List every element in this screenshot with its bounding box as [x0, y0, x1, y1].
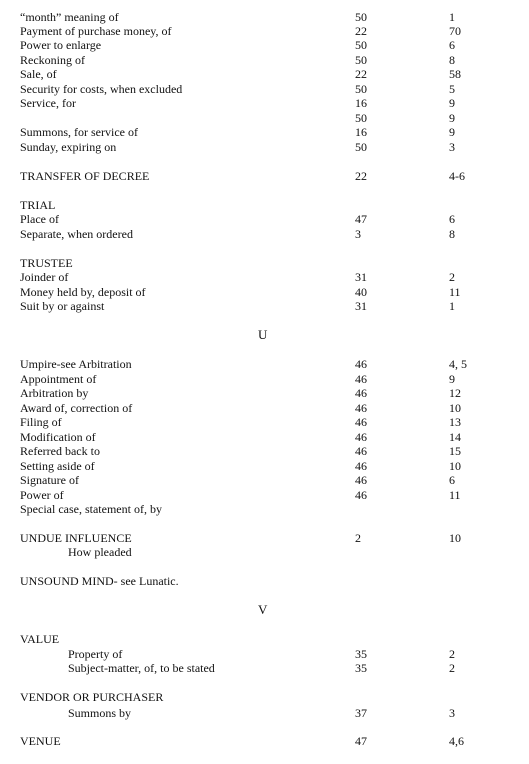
index-entry — [0, 372, 529, 386]
entry-term: Power of — [20, 488, 64, 502]
entry-para: 58 — [449, 67, 461, 81]
entry-term: Signature of — [20, 473, 79, 487]
index-entry — [0, 67, 529, 81]
entry-page: 46 — [355, 372, 367, 386]
index-entry — [0, 299, 529, 313]
entry-page: 50 — [355, 53, 367, 67]
entry-para: 6 — [449, 212, 455, 226]
entry-para: 4, 5 — [449, 357, 467, 371]
entry-para: 10 — [449, 459, 461, 473]
entry-page: 50 — [355, 111, 367, 125]
index-entry — [0, 227, 529, 241]
entry-para: 2 — [449, 270, 455, 284]
index-heading-entry — [0, 531, 529, 545]
index-heading — [0, 256, 529, 270]
entry-para: 5 — [449, 82, 455, 96]
entry-term: Modification of — [20, 430, 96, 444]
index-entry — [0, 111, 529, 125]
index-entry — [0, 706, 529, 720]
entry-term: Suit by or against — [20, 299, 105, 313]
entry-term: Summons by — [68, 706, 132, 720]
entry-term: How pleaded — [68, 545, 132, 559]
entry-page: 22 — [355, 169, 367, 183]
entry-term: Service, for — [20, 96, 76, 110]
entry-page: 46 — [355, 488, 367, 502]
index-entry — [0, 212, 529, 226]
entry-para: 3 — [449, 706, 455, 720]
entry-term: Place of — [20, 212, 59, 226]
index-heading-entry — [0, 734, 529, 748]
entry-term: Sunday, expiring on — [20, 140, 117, 154]
index-entry — [0, 10, 529, 24]
index-entry — [0, 430, 529, 444]
entry-para: 11 — [449, 285, 461, 299]
index-entry — [0, 270, 529, 284]
entry-term: Money held by, deposit of — [20, 285, 146, 299]
entry-page: 22 — [355, 67, 367, 81]
index-entry — [0, 125, 529, 139]
index-entry — [0, 415, 529, 429]
entry-para: 12 — [449, 386, 461, 400]
entry-term: Appointment of — [20, 372, 97, 386]
entry-para: 70 — [449, 24, 461, 38]
entry-para: 1 — [449, 10, 455, 24]
entry-page: 35 — [355, 661, 367, 675]
entry-page: 31 — [355, 299, 367, 313]
entry-page: 46 — [355, 430, 367, 444]
entry-page: 16 — [355, 125, 367, 139]
entry-page: 2 — [355, 531, 361, 545]
entry-para: 3 — [449, 140, 455, 154]
entry-term: Sale, of — [20, 67, 57, 81]
entry-page: 50 — [355, 140, 367, 154]
entry-page: 47 — [355, 212, 367, 226]
entry-para: 4-6 — [449, 169, 465, 183]
index-entry — [0, 647, 529, 661]
entry-term: TRANSFER OF DECREE — [20, 169, 150, 183]
entry-para: 9 — [449, 372, 455, 386]
entry-term: Special case, statement of, by — [20, 502, 162, 516]
entry-para: 14 — [449, 430, 461, 444]
index-heading — [0, 198, 529, 212]
entry-term: UNSOUND MIND- see Lunatic. — [20, 574, 179, 588]
index-entry — [0, 96, 529, 110]
entry-para: 9 — [449, 125, 455, 139]
entry-page: 46 — [355, 473, 367, 487]
entry-term: Reckoning of — [20, 53, 85, 67]
index-entry — [0, 53, 529, 67]
index-entry — [0, 386, 529, 400]
entry-term: UNDUE INFLUENCE — [20, 531, 132, 545]
entry-para: 4,6 — [449, 734, 464, 748]
index-heading — [0, 690, 529, 704]
index-heading — [0, 632, 529, 646]
entry-term: Separate, when ordered — [20, 227, 133, 241]
entry-term: Summons, for service of — [20, 125, 138, 139]
index-entry — [0, 502, 529, 516]
entry-term: Security for costs, when excluded — [20, 82, 183, 96]
entry-para: 10 — [449, 401, 461, 415]
entry-page: 22 — [355, 24, 367, 38]
entry-para: 10 — [449, 531, 461, 545]
index-entry — [0, 357, 529, 371]
entry-term: Setting aside of — [20, 459, 95, 473]
entry-term: Property of — [68, 647, 123, 661]
entry-page: 46 — [355, 459, 367, 473]
entry-page: 50 — [355, 38, 367, 52]
entry-page: 46 — [355, 401, 367, 415]
index-entry — [0, 473, 529, 487]
index-entry — [0, 459, 529, 473]
entry-term: Referred back to — [20, 444, 100, 458]
entry-term: Subject-matter, of, to be stated — [68, 661, 215, 675]
entry-page: 46 — [355, 386, 367, 400]
entry-page: 47 — [355, 734, 367, 748]
entry-term: Award of, correction of — [20, 401, 133, 415]
entry-term: VENUE — [20, 734, 61, 748]
index-entry — [0, 140, 529, 154]
index-entry — [0, 545, 529, 559]
entry-page: 31 — [355, 270, 367, 284]
index-entry — [0, 661, 529, 675]
index-heading — [0, 574, 529, 588]
entry-page: 16 — [355, 96, 367, 110]
index-entry — [0, 401, 529, 415]
entry-para: 11 — [449, 488, 461, 502]
entry-page: 37 — [355, 706, 367, 720]
index-entry — [0, 285, 529, 299]
entry-para: 2 — [449, 647, 455, 661]
entry-term: Filing of — [20, 415, 62, 429]
entry-term: “month” meaning of — [20, 10, 119, 24]
entry-page: 40 — [355, 285, 367, 299]
entry-term: TRUSTEE — [20, 256, 73, 270]
entry-page: 50 — [355, 10, 367, 24]
entry-term: Joinder of — [20, 270, 69, 284]
entry-para: 6 — [449, 473, 455, 487]
index-page: “month” meaning of 50 1 Payment of purchase money, of 22 70 Power to enlarge 50 6 Reckoning of 50 8 Sale, of 22 58 Security for costs, when excluded 50 5 Service, for 16 9 50 9 Summons, for service of 16 9 Sunday, expiring on 50 3 TRANSFER OF DECREE 22 4-6 TRIAL Place of 47 6 Separate, when ordered 3 8 TRUSTEE Joinder of 31 2 Money held by, deposit of 40 11 Suit by or against 31 1 U Umpire-see Arbitration 46 4, 5 Appointment of 46 9 Arbitration by 46 12 Award of, correction of 46 10 Filing of 46 13 Modification of 46 14 Referred back to 46 15 Setting aside of 46 10 Signature of 46 6 Power of 46 11 Special case, statement of, by UNDUE INFLUENCE 2 10 How pleaded UNSOUND MIND- see Lunatic. V VALUE Property of 35 2 Subject-matter, of, to be stated 35 2 VENDOR OR PURCHASER Summons by 37 3 VENUE 47 4,6 — [0, 0, 529, 764]
entry-para: 8 — [449, 227, 455, 241]
entry-para: 9 — [449, 96, 455, 110]
entry-para: 13 — [449, 415, 461, 429]
entry-page: 3 — [355, 227, 361, 241]
entry-term: VALUE — [20, 632, 60, 646]
index-entry — [0, 488, 529, 502]
entry-term: Arbitration by — [20, 386, 89, 400]
entry-page: 35 — [355, 647, 367, 661]
entry-page: 46 — [355, 415, 367, 429]
entry-page: 50 — [355, 82, 367, 96]
index-entry — [0, 82, 529, 96]
entry-para: 1 — [449, 299, 455, 313]
entry-page: 46 — [355, 444, 367, 458]
index-entry — [0, 38, 529, 52]
entry-para: 8 — [449, 53, 455, 67]
entry-para: 9 — [449, 111, 455, 125]
entry-term: TRIAL — [20, 198, 56, 212]
index-entry — [0, 24, 529, 38]
index-heading-entry — [0, 169, 529, 183]
index-entry — [0, 444, 529, 458]
entry-para: 6 — [449, 38, 455, 52]
entry-term: Payment of purchase money, of — [20, 24, 172, 38]
entry-page: 46 — [355, 357, 367, 371]
entry-term: VENDOR OR PURCHASER — [20, 690, 164, 704]
entry-term: Power to enlarge — [20, 38, 102, 52]
entry-para: 15 — [449, 444, 461, 458]
entry-term: Umpire-see Arbitration — [20, 357, 132, 371]
entry-para: 2 — [449, 661, 455, 675]
